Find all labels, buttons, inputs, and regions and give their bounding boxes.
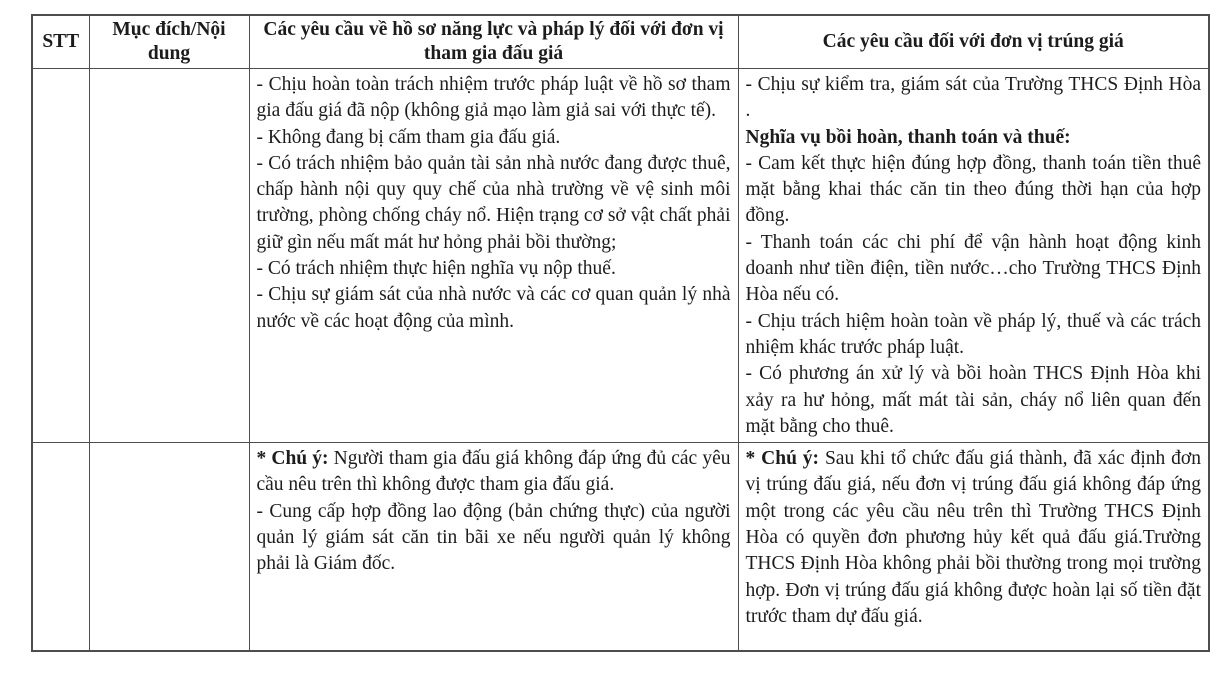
cell-paragraph: - Cung cấp hợp đồng lao động (bản chứng thực) của người quản lý giám sát căn tin bãi xe nếu người quản lý không phải là Giám đốc. <box>256 500 731 575</box>
requirements-table <box>31 14 1210 652</box>
cell-paragraph: - Có trách nhiệm thực hiện nghĩa vụ nộp thuế. <box>256 258 616 280</box>
cell-paragraph: - Chịu sự giám sát của nhà nước và các cơ quan quản lý nhà nước về các hoạt động của mình. <box>256 284 731 332</box>
cell-winner-requirements <box>738 69 1209 443</box>
cell-paragraph <box>746 125 1202 151</box>
column-header-participant-requirements: Các yêu cầu về hồ sơ năng lực và pháp lý đối với đơn vị tham gia đấu giá <box>249 15 738 69</box>
cell-participant-requirements <box>249 443 738 651</box>
cell-paragraph: * Chú ý: Người tham gia đấu giá không đáp ứng đủ các yêu cầu nêu trên thì không được tham gia đấu giá. <box>256 448 731 496</box>
cell-purpose <box>89 69 249 443</box>
cell-stt <box>32 69 89 443</box>
table-row <box>32 443 1209 651</box>
cell-paragraph: - Chịu trách hiệm hoàn toàn về pháp lý, thuế và các trách nhiệm khác trước pháp luật. <box>745 310 1201 358</box>
cell-paragraph: - Chịu hoàn toàn trách nhiệm trước pháp luật về hồ sơ tham gia đấu giá đã nộp (không giả mạo làm giả sai với thực tế). <box>256 74 731 122</box>
column-header-winner-requirements: Các yêu cầu đối với đơn vị trúng giá <box>738 15 1209 69</box>
column-header-stt: STT <box>32 15 89 69</box>
cell-paragraph: - Chịu sự kiểm tra, giám sát của Trường THCS Định Hòa . <box>745 74 1201 122</box>
cell-winner-requirements <box>738 443 1209 651</box>
cell-paragraph: - Cam kết thực hiện đúng hợp đồng, thanh toán tiền thuê mặt bằng khai thác căn tin theo đúng thời hạn của hợp đồng. <box>745 152 1201 227</box>
cell-paragraph: * Chú ý: Sau khi tổ chức đấu giá thành, đã xác định đơn vị trúng đấu giá, nếu đơn vị trúng đấu giá không đáp ứng một trong các yêu cầu nêu trên thì Trường THCS Định Hòa có quyền đơn phương hủy kết quả đấu giá.Trường THCS Định Hòa không phải bồi thường trong mọi trường hợp. Đơn vị trúng đấu giá không được hoàn lại số tiền đặt trước tham dự đấu giá. <box>745 448 1201 627</box>
table-header-row <box>32 15 1209 69</box>
column-header-purpose: Mục đích/Nội dung <box>89 15 249 69</box>
cell-paragraph: - Không đang bị cấm tham gia đấu giá. <box>256 126 561 148</box>
cell-paragraph: - Thanh toán các chi phí để vận hành hoạt động kinh doanh như tiền điện, tiền nước…cho Trường THCS Định Hòa nếu có. <box>745 231 1201 306</box>
cell-participant-requirements <box>249 69 738 443</box>
paragraph-bold-lead: Nghĩa vụ bồi hoàn, thanh toán và thuế: <box>745 126 1071 148</box>
cell-paragraph: - Có phương án xử lý và bồi hoàn THCS Định Hòa khi xảy ra hư hỏng, mất mát tài sản, cháy nổ liên quan đến mặt bằng cho thuê. <box>745 363 1201 437</box>
cell-purpose <box>89 443 249 651</box>
table-row <box>32 69 1209 443</box>
cell-stt <box>32 443 89 651</box>
paragraph-bold-lead: * Chú ý: <box>256 448 329 470</box>
paragraph-bold-lead: * Chú ý: <box>745 448 820 470</box>
cell-paragraph: - Có trách nhiệm bảo quản tài sản nhà nước đang được thuê, chấp hành nội quy quy chế của nhà trường về vệ sinh môi trường, phòng chống cháy nổ. Hiện trạng cơ sở vật chất phải giữ gìn nếu mất mát hư hỏng phải bồi thường; <box>256 152 731 253</box>
